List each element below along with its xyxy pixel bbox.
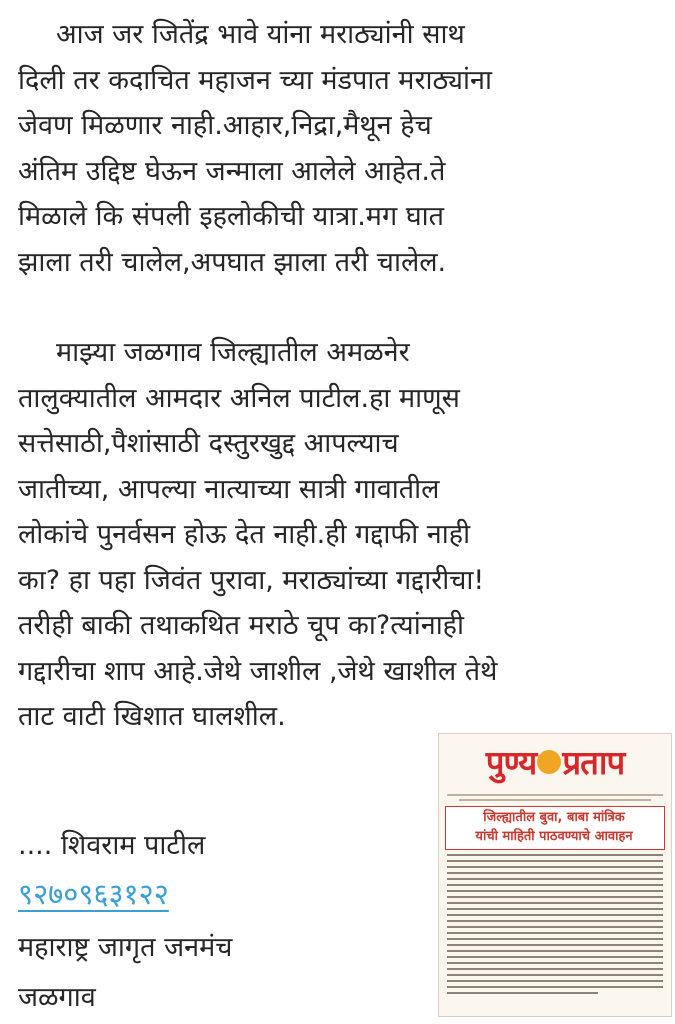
- text-line: मिळाले कि संपली इहलोकीची यात्रा.मग घात: [18, 201, 445, 232]
- text-line: दिली तर कदाचित महाजन च्या मंडपात मराठ्यांना: [18, 64, 492, 96]
- signature-name: .... शिवराम पाटील: [18, 830, 206, 861]
- divider: [447, 794, 663, 796]
- divider: [459, 799, 651, 801]
- text-line: जातीच्या, आपल्या नात्याच्या सात्री गावातील: [18, 473, 440, 505]
- headline-line-1: जिल्ह्यातील बुवा, बाबा मांत्रिक: [483, 810, 625, 825]
- paragraph-1: [18, 12, 668, 285]
- signature-phone-link[interactable]: ९२७०९६३१२२: [18, 877, 169, 911]
- newspaper-masthead: [439, 734, 671, 794]
- text-line: जेवण मिळणार नाही.आहार,निद्रा,मैथून हेच: [18, 110, 432, 141]
- emblem-icon: [537, 750, 561, 774]
- masthead-left: पुण्य: [485, 743, 537, 782]
- newspaper-clipping: [438, 733, 672, 1017]
- article-text-lines: [447, 854, 663, 998]
- text-line: तरीही बाकी तथाकथित मराठे चूप का?त्यांनाही: [18, 610, 465, 641]
- masthead-right: प्रताप: [562, 743, 625, 782]
- text-line: का? हा पहा जिवंत पुरावा, मराठ्यांच्या गद्दारीचा!: [18, 564, 485, 596]
- text-line: झाला तरी चालेल,अपघात झाला तरी चालेल.: [18, 246, 447, 278]
- text-line: ताट वाटी खिशात घालशील.: [18, 701, 286, 732]
- text-line: गद्दारीचा शाप आहे.जेथे जाशील ,जेथे खाशील तेथे: [18, 655, 498, 687]
- signature-city: जळगाव: [18, 982, 96, 1013]
- text-line: आज जर जितेंद्र भावे यांना मराठ्यांनी साथ: [56, 19, 465, 50]
- text-line: सत्तेसाठी,पैशांसाठी दस्तुरखुद्द आपल्याच: [18, 428, 399, 459]
- paragraph-2: [18, 330, 668, 740]
- signature-organization: महाराष्ट्र जागृत जनमंच: [18, 932, 233, 963]
- headline-line-2: यांची माहिती पाठवण्याचे आवाहन: [475, 829, 633, 844]
- text-line: तालुक्यातील आमदार अनिल पाटील.हा माणूस: [18, 382, 460, 414]
- text-line: माझ्या जळगाव जिल्ह्यातील अमळनेर: [56, 337, 410, 368]
- text-line: अंतिम उद्दिष्ट घेऊन जन्माला आलेले आहेत.ते: [18, 155, 446, 187]
- text-line: लोकांचे पुनर्वसन होऊ देत नाही.ही गद्दाफी नाही: [18, 519, 471, 550]
